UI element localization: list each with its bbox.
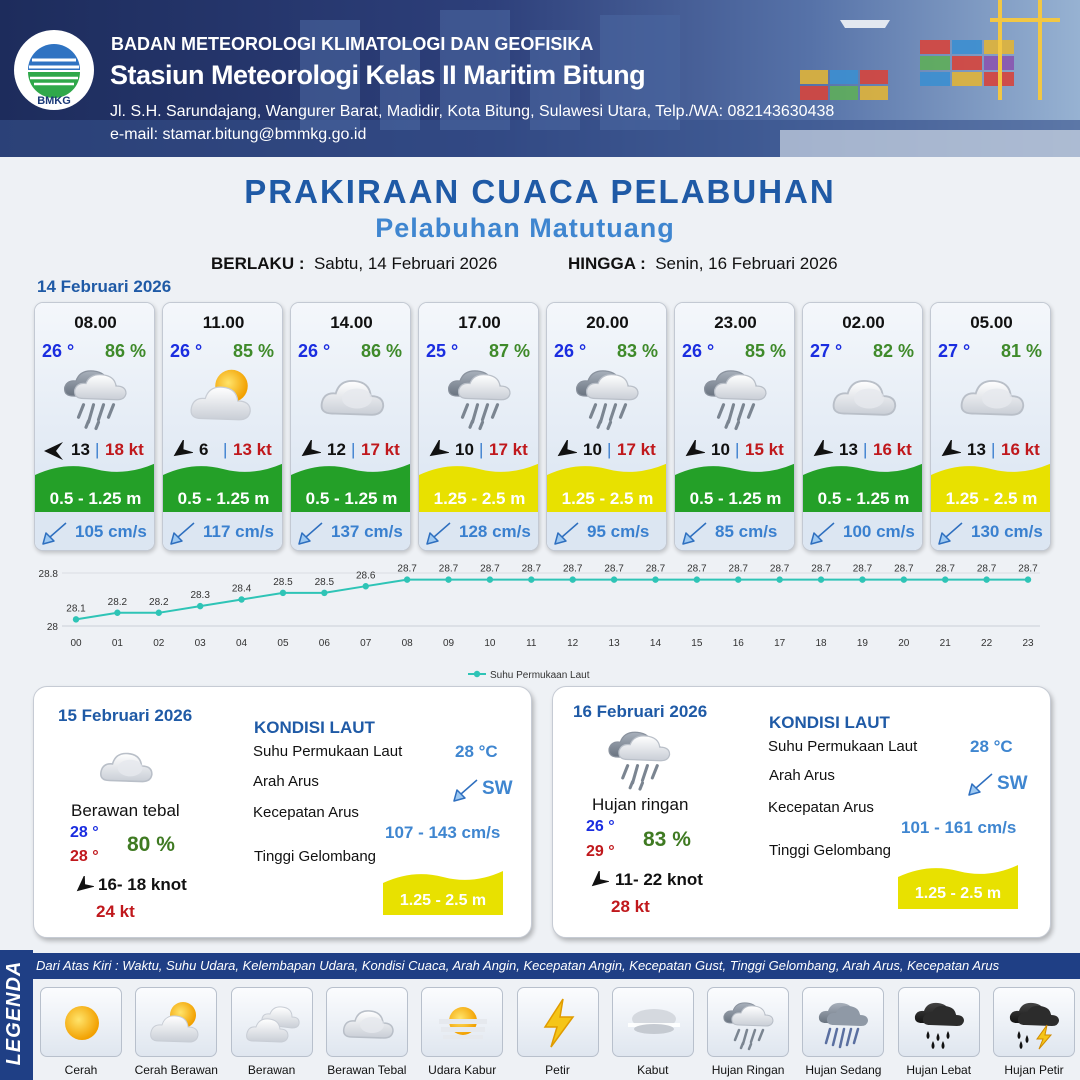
legend-item-label: Hujan Petir <box>1004 1063 1064 1077</box>
air-temperature: 27 ° <box>810 341 843 361</box>
wind-speed: 10 <box>711 440 730 459</box>
day2-panel <box>33 686 532 938</box>
data-label: 28.7 <box>852 563 873 575</box>
data-point <box>114 610 120 616</box>
data-point <box>901 576 907 582</box>
forecast-card <box>290 302 411 551</box>
x-tick-label: 02 <box>153 638 165 649</box>
forecast-time: 02.00 <box>842 313 885 332</box>
data-label: 28.4 <box>231 583 252 595</box>
station-email: e-mail: stamar.bitung@bmmkg.go.id <box>110 126 367 143</box>
humidity: 85 % <box>232 341 274 361</box>
wind-speed: 13 <box>967 440 986 459</box>
hujan-sedang-icon <box>814 995 874 1051</box>
wind-speed: 10 <box>455 440 474 459</box>
forecast-time: 08.00 <box>74 313 117 332</box>
udara-kabur-icon <box>433 995 493 1051</box>
petir-icon <box>529 995 589 1051</box>
data-label: 28.7 <box>562 563 583 575</box>
day2-wave-label: Tinggi Gelombang <box>254 848 377 865</box>
wind-direction-arrow-icon <box>937 440 961 462</box>
current-direction-arrow-icon <box>297 520 325 546</box>
valid-from-label: BERLAKU : <box>211 254 305 273</box>
current-direction-arrow-icon <box>967 771 995 797</box>
data-point <box>197 603 203 609</box>
data-point <box>776 576 782 582</box>
forecast-card <box>802 302 923 551</box>
wind-arrow-icon <box>587 871 609 891</box>
day3-wind: 11- 22 knot <box>615 870 703 889</box>
x-tick-label: 05 <box>277 638 289 649</box>
day3-humidity: 83 % <box>643 828 691 851</box>
data-label: 28.7 <box>397 563 417 575</box>
wave-height: 0.5 - 1.25 m <box>305 489 398 508</box>
legend-item-label: Cerah <box>64 1063 98 1077</box>
x-tick-label: 13 <box>608 638 620 649</box>
berawan-tebal-icon <box>953 361 1031 431</box>
berawan-icon <box>243 995 303 1051</box>
station-address: Jl. S.H. Sarundajang, Wangurer Barat, Madidir, Kota Bitung, Sulawesi Utara, Telp./WA: 082143630438 <box>110 103 835 120</box>
data-label: 28.7 <box>480 563 500 575</box>
current-direction-arrow-icon <box>425 520 453 546</box>
sea-surface-temperature-chart <box>0 560 1080 685</box>
x-tick-label: 08 <box>401 638 413 649</box>
hujan-ringan-icon <box>603 722 677 792</box>
wind-separator: | <box>479 440 484 459</box>
gust-speed: 17 kt <box>617 440 656 459</box>
humidity: 86 % <box>360 341 402 361</box>
gust-speed: 15 kt <box>745 440 784 459</box>
station-name: Stasiun Meteorologi Kelas II Maritim Bitung <box>110 60 646 90</box>
wind-speed: 13 <box>839 440 858 459</box>
day2-wind: 16- 18 knot <box>98 875 187 894</box>
legend-item <box>802 987 884 1057</box>
data-point <box>238 596 244 602</box>
air-temperature: 26 ° <box>298 341 331 361</box>
wind-direction-arrow-icon <box>169 440 193 462</box>
data-point <box>942 576 948 582</box>
current-speed: 105 cm/s <box>75 522 147 541</box>
data-point <box>652 576 658 582</box>
day3-dir: SW <box>997 773 1028 794</box>
wind-row <box>163 440 283 462</box>
day3-sea-title: KONDISI LAUT <box>769 713 890 732</box>
forecast-time: 05.00 <box>970 313 1013 332</box>
data-label: 28.6 <box>356 570 376 582</box>
org-name: BADAN METEOROLOGI KLIMATOLOGI DAN GEOFISIKA <box>111 34 594 54</box>
current-row <box>163 512 283 551</box>
wind-direction-arrow-icon <box>297 440 321 462</box>
data-point <box>859 576 865 582</box>
day2-speed: 107 - 143 cm/s <box>385 823 501 842</box>
day2-wave: 1.25 - 2.5 m <box>399 892 487 909</box>
day3-speed: 101 - 161 cm/s <box>901 818 1017 837</box>
humidity: 83 % <box>616 341 658 361</box>
day1-date: 14 Februari 2026 <box>37 277 172 296</box>
day3-temp-min: 26 ° <box>586 818 615 835</box>
x-tick-label: 10 <box>484 638 496 649</box>
berawan-tebal-icon <box>338 995 398 1051</box>
data-point <box>1025 576 1031 582</box>
gust-speed: 18 kt <box>105 440 144 459</box>
forecast-time: 11.00 <box>202 313 245 332</box>
hujan-ringan-icon <box>57 361 135 431</box>
data-label: 28.7 <box>687 563 707 575</box>
x-tick-label: 00 <box>70 638 82 649</box>
wind-separator: | <box>351 440 356 459</box>
current-speed: 100 cm/s <box>843 522 915 541</box>
page-title: PRAKIRAAN CUACA PELABUHAN <box>244 173 836 210</box>
wave-height: 0.5 - 1.25 m <box>817 489 910 508</box>
x-tick-label: 14 <box>649 638 662 649</box>
data-point <box>321 590 327 596</box>
data-point <box>818 576 824 582</box>
x-tick-label: 17 <box>774 638 786 649</box>
wave-height: 0.5 - 1.25 m <box>177 489 270 508</box>
day2-sst: 28 °C <box>455 742 498 761</box>
x-tick-label: 11 <box>526 638 537 649</box>
legend-title: LEGENDA <box>3 960 25 1066</box>
x-tick-label: 09 <box>442 638 455 649</box>
x-tick-label: 15 <box>691 638 703 649</box>
legend-item <box>231 987 313 1057</box>
wave-height: 0.5 - 1.25 m <box>49 489 142 508</box>
legend-item <box>517 987 599 1057</box>
wave-height: 1.25 - 2.5 m <box>945 489 1038 508</box>
y-tick-label: 28.8 <box>38 569 58 580</box>
port-name: Pelabuhan Matutuang <box>375 213 675 243</box>
current-direction-arrow-icon <box>809 520 837 546</box>
series-line <box>76 580 1028 620</box>
wind-row <box>931 440 1051 462</box>
data-label: 28.7 <box>728 563 748 575</box>
data-label: 28.5 <box>314 576 335 588</box>
wind-direction-arrow-icon <box>41 440 65 462</box>
humidity: 85 % <box>744 341 786 361</box>
legend-item-label: Cerah Berawan <box>134 1063 218 1077</box>
wind-speed: 13 <box>71 440 90 459</box>
day3-wave: 1.25 - 2.5 m <box>914 885 1002 902</box>
day2-sst-label: Suhu Permukaan Laut <box>253 743 403 760</box>
data-label: 28.2 <box>149 596 169 608</box>
forecast-card <box>930 302 1051 551</box>
data-point <box>735 576 741 582</box>
legend-item-label: Berawan <box>247 1063 296 1077</box>
gust-speed: 17 kt <box>489 440 528 459</box>
day3-sst: 28 °C <box>970 737 1013 756</box>
day2-temp-max: 28 ° <box>70 848 99 865</box>
data-label: 28.1 <box>66 603 86 615</box>
wind-direction-arrow-icon <box>553 440 577 462</box>
air-temperature: 25 ° <box>426 341 459 361</box>
data-point <box>487 576 493 582</box>
forecast-time: 14.00 <box>330 313 373 332</box>
forecast-time: 17.00 <box>458 313 501 332</box>
hujan-lebat-icon <box>910 995 970 1051</box>
legend-item-label: Berawan Tebal <box>327 1063 407 1077</box>
legend-item-label: Kabut <box>637 1063 669 1077</box>
wave-height: 1.25 - 2.5 m <box>433 489 526 508</box>
current-row <box>675 512 795 551</box>
data-label: 28.7 <box>1018 563 1038 575</box>
legend-item-label: Petir <box>545 1063 570 1077</box>
day3-gust: 28 kt <box>611 897 650 916</box>
day3-speed-label: Kecepatan Arus <box>768 799 874 816</box>
x-tick-label: 06 <box>318 638 330 649</box>
valid-from-value: Sabtu, 14 Februari 2026 <box>313 254 498 273</box>
wind-direction-arrow-icon <box>809 440 833 462</box>
current-row <box>35 512 155 551</box>
forecast-card <box>162 302 283 551</box>
wave-height: 1.25 - 2.5 m <box>561 489 654 508</box>
legend-item <box>40 987 122 1057</box>
humidity: 81 % <box>1000 341 1042 361</box>
forecast-card <box>418 302 539 551</box>
current-direction-arrow-icon <box>169 520 197 546</box>
hujan-ringan-icon <box>569 361 647 431</box>
current-speed: 137 cm/s <box>331 522 403 541</box>
day3-condition: Hujan ringan <box>592 795 689 814</box>
data-label: 28.2 <box>107 596 128 608</box>
day2-date: 15 Februari 2026 <box>58 706 193 725</box>
current-direction-arrow-icon <box>452 777 480 803</box>
humidity: 86 % <box>104 341 146 361</box>
data-point <box>404 576 410 582</box>
current-row <box>419 512 539 551</box>
wind-speed: 10 <box>583 440 602 459</box>
cerah-icon <box>52 995 112 1051</box>
x-tick-label: 16 <box>732 638 744 649</box>
legend-item-label: Udara Kabur <box>428 1063 497 1077</box>
gust-speed: 16 kt <box>873 440 912 459</box>
day2-temp-min: 28 ° <box>70 824 99 841</box>
legend-item <box>135 987 217 1057</box>
legend-item-label: Hujan Sedang <box>805 1063 882 1077</box>
air-temperature: 27 ° <box>938 341 971 361</box>
data-point <box>280 590 286 596</box>
berawan-tebal-icon <box>313 361 391 431</box>
legend-side-bar <box>0 950 33 1080</box>
air-temperature: 26 ° <box>170 341 203 361</box>
forecast-card <box>34 302 155 551</box>
wind-separator: | <box>735 440 740 459</box>
data-label: 28.7 <box>645 563 666 575</box>
legend-item-label: Hujan Ringan <box>711 1063 785 1077</box>
hujan-petir-icon <box>1005 995 1065 1051</box>
data-point <box>983 576 989 582</box>
data-point <box>694 576 700 582</box>
day2-sea-title: KONDISI LAUT <box>254 718 375 737</box>
wind-separator: | <box>607 440 612 459</box>
day3-date: 16 Februari 2026 <box>573 702 708 721</box>
kabut-icon <box>624 995 684 1051</box>
x-tick-label: 01 <box>111 638 123 649</box>
legend-marker <box>474 671 480 677</box>
berawan-tebal-icon <box>825 361 903 431</box>
day2-speed-label: Kecepatan Arus <box>253 804 359 821</box>
wind-row <box>291 440 411 462</box>
wind-speed: 6 <box>199 440 209 459</box>
data-point <box>73 616 79 622</box>
x-tick-label: 18 <box>815 638 827 649</box>
wind-row <box>35 440 155 462</box>
legend-item <box>707 987 789 1057</box>
x-tick-label: 12 <box>567 638 579 649</box>
legend-note: Dari Atas Kiri : Waktu, Suhu Udara, Kelembapan Udara, Kondisi Cuaca, Arah Angin, Kecepatan Angin, Kecepatan Gust, Tinggi Gelombang, Arah Arus, Kecepatan Arus <box>36 958 1000 973</box>
valid-from <box>211 254 497 274</box>
cerah-berawan-icon <box>185 361 263 431</box>
x-tick-label: 19 <box>856 638 868 649</box>
wind-separator: | <box>223 440 228 459</box>
data-label: 28.7 <box>604 563 624 575</box>
header-banner <box>0 0 1080 157</box>
data-label: 28.7 <box>438 563 459 575</box>
day3-wave-label: Tinggi Gelombang <box>769 842 892 859</box>
wind-speed: 12 <box>327 440 346 459</box>
data-label: 28.7 <box>935 563 955 575</box>
data-point <box>528 576 534 582</box>
wind-separator: | <box>991 440 996 459</box>
hujan-ringan-icon <box>441 361 519 431</box>
forecast-time: 23.00 <box>714 313 757 332</box>
legend-item <box>993 987 1075 1057</box>
x-tick-label: 20 <box>898 638 910 649</box>
air-temperature: 26 ° <box>682 341 715 361</box>
data-point <box>569 576 575 582</box>
data-point <box>156 610 162 616</box>
current-row <box>291 512 411 551</box>
data-label: 28.7 <box>811 563 831 575</box>
wind-direction-arrow-icon <box>681 440 705 462</box>
current-direction-arrow-icon <box>41 520 69 546</box>
x-tick-label: 23 <box>1022 638 1034 649</box>
x-tick-label: 07 <box>360 638 372 649</box>
current-direction-arrow-icon <box>553 520 581 546</box>
hujan-ringan-icon <box>719 995 779 1051</box>
hujan-ringan-icon <box>697 361 775 431</box>
forecast-card <box>546 302 667 551</box>
humidity: 82 % <box>872 341 914 361</box>
x-tick-label: 04 <box>236 638 248 649</box>
cerah-berawan-icon <box>147 995 207 1051</box>
day3-temp-max: 29 ° <box>586 843 615 860</box>
current-row <box>931 512 1051 551</box>
current-speed: 130 cm/s <box>971 522 1043 541</box>
x-tick-label: 21 <box>939 638 951 649</box>
current-row <box>547 512 667 551</box>
berawan-tebal-icon <box>94 737 158 795</box>
data-label: 28.5 <box>273 576 293 588</box>
valid-to <box>568 254 838 274</box>
current-speed: 95 cm/s <box>587 522 650 541</box>
valid-to-value: Senin, 16 Februari 2026 <box>655 254 838 273</box>
data-label: 28.7 <box>976 563 997 575</box>
day2-gust: 24 kt <box>96 902 135 921</box>
wind-direction-arrow-icon <box>425 440 449 462</box>
day3-sst-label: Suhu Permukaan Laut <box>768 738 918 755</box>
day2-humidity: 80 % <box>127 833 175 856</box>
data-label: 28.7 <box>521 563 542 575</box>
current-speed: 117 cm/s <box>203 522 274 541</box>
data-label: 28.7 <box>769 563 790 575</box>
day3-panel <box>552 686 1051 938</box>
current-direction-arrow-icon <box>681 520 709 546</box>
current-row <box>803 512 923 551</box>
day2-condition: Berawan tebal <box>71 801 180 820</box>
current-speed: 128 cm/s <box>459 522 531 541</box>
wind-row <box>419 440 539 462</box>
day2-dir: SW <box>482 778 513 799</box>
legend-label: Suhu Permukaan Laut <box>490 670 590 681</box>
air-temperature: 26 ° <box>42 341 75 361</box>
gust-speed: 13 kt <box>233 440 272 459</box>
x-tick-label: 03 <box>194 638 206 649</box>
wind-row <box>803 440 923 462</box>
day3-dir-label: Arah Arus <box>769 767 835 784</box>
legend-item <box>898 987 980 1057</box>
gust-speed: 17 kt <box>361 440 400 459</box>
data-point <box>363 583 369 589</box>
legend-item <box>612 987 694 1057</box>
legend-item-label: Hujan Lebat <box>906 1063 972 1077</box>
wind-separator: | <box>95 440 100 459</box>
valid-to-label: HINGGA : <box>568 254 646 273</box>
data-point <box>611 576 617 582</box>
wind-separator: | <box>863 440 868 459</box>
air-temperature: 26 ° <box>554 341 587 361</box>
wind-row <box>547 440 667 462</box>
bmkg-logo <box>14 30 94 110</box>
legend-item <box>326 987 408 1057</box>
day2-dir-label: Arah Arus <box>253 773 319 790</box>
wind-arrow-icon <box>72 876 94 896</box>
forecast-time: 20.00 <box>586 313 629 332</box>
legend-item <box>421 987 503 1057</box>
data-label: 28.3 <box>190 590 210 602</box>
wave-height: 0.5 - 1.25 m <box>689 489 782 508</box>
current-direction-arrow-icon <box>937 520 965 546</box>
x-tick-label: 22 <box>981 638 993 649</box>
y-tick-label: 28 <box>46 622 58 633</box>
data-label: 28.7 <box>894 563 914 575</box>
logo-text: BMKG <box>37 95 71 107</box>
data-point <box>445 576 451 582</box>
gust-speed: 16 kt <box>1001 440 1040 459</box>
current-speed: 85 cm/s <box>715 522 778 541</box>
humidity: 87 % <box>488 341 530 361</box>
forecast-card <box>674 302 795 551</box>
wind-row <box>675 440 795 462</box>
